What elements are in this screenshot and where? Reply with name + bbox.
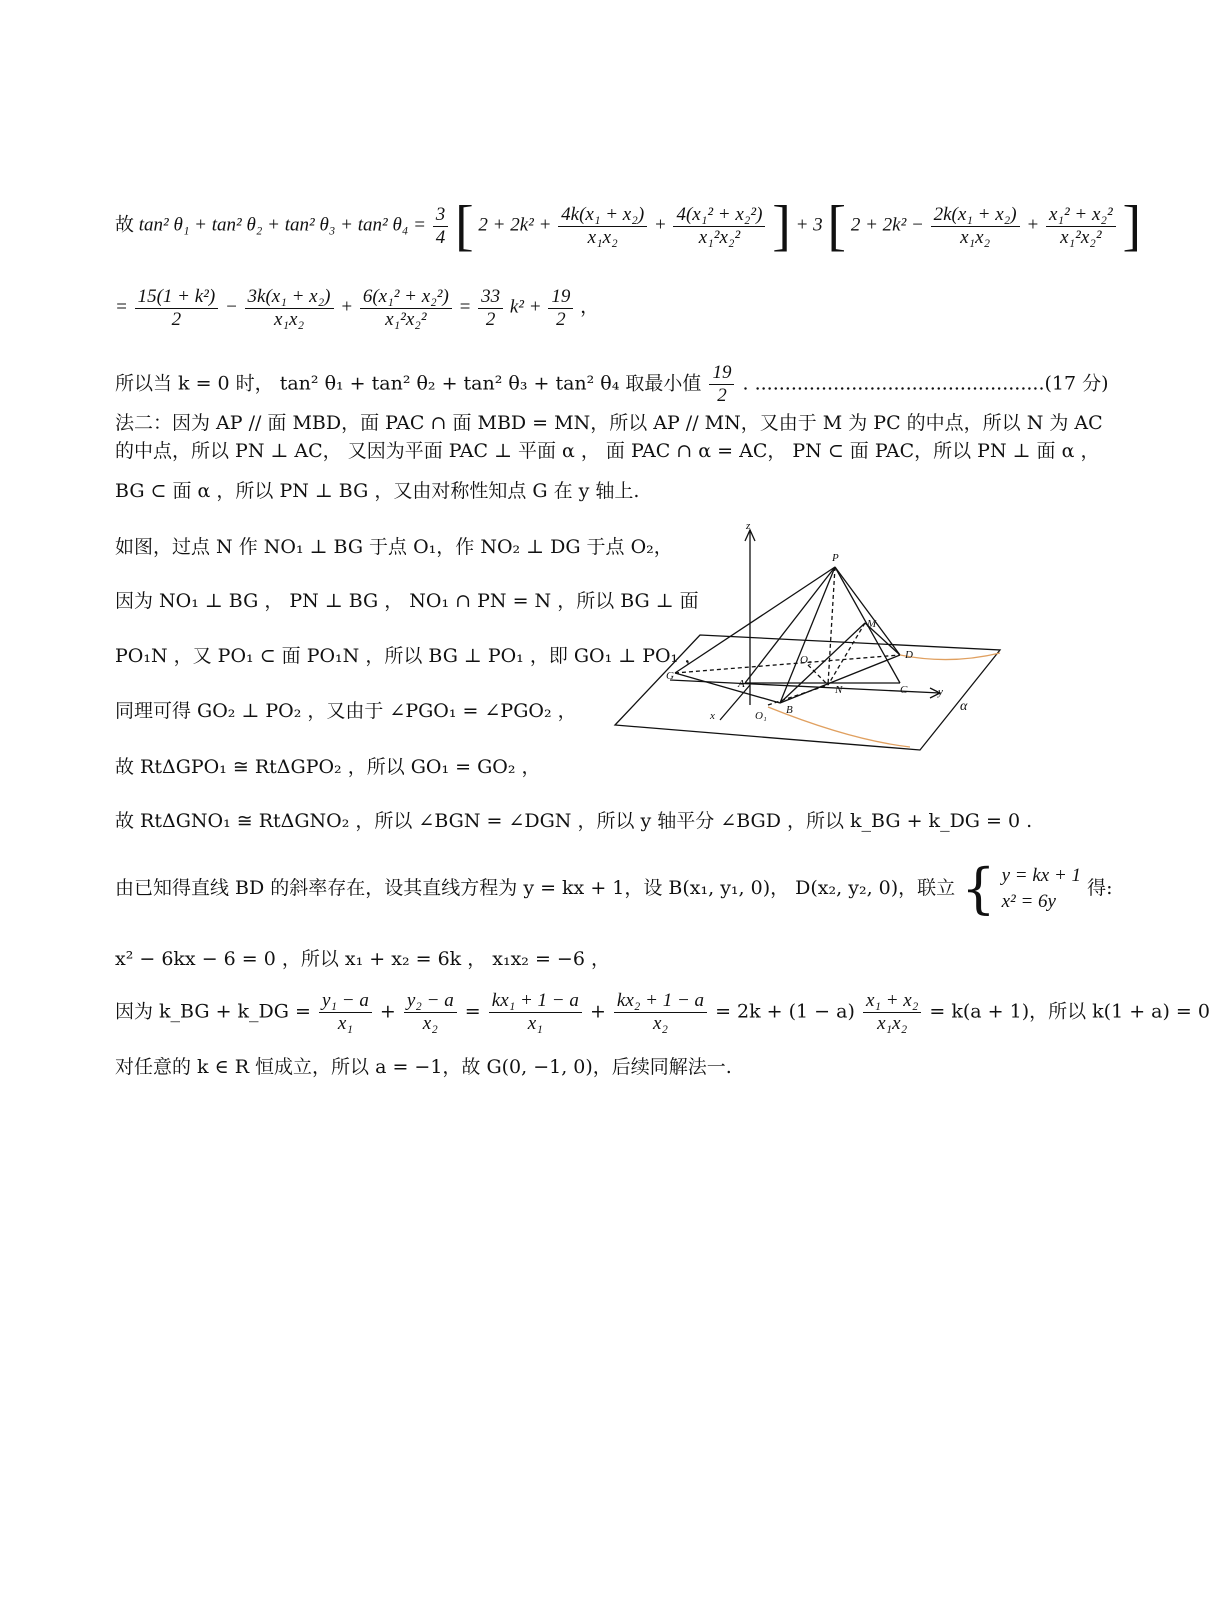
text-line-14: x² − 6kx − 6 = 0 ，所以 x₁ + x₂ = 6k ， x₁x₂ = −6 ，	[115, 948, 610, 970]
fraction: $\frac{\text{3k(x₁ + x₂)}}{\text{x₁x₂}}$	[245, 286, 334, 331]
text: 2 + 2k² +	[478, 214, 552, 236]
text-line-4: 法二：因为 AP // 面 MBD，面 PAC ∩ 面 MBD = MN，所以 AP // MN，又由于 M 为 PC 的中点，所以 N 为 AC	[115, 412, 1103, 434]
text: −	[224, 296, 238, 318]
bracket: ]	[1122, 195, 1142, 257]
text: tan² θ₁ + tan² θ₂ + tan² θ₃ + tan² θ₄ =	[138, 214, 426, 236]
text: k² +	[509, 296, 542, 318]
brace: {	[961, 857, 996, 920]
fraction: $\frac{\text{kx₁ + 1 − a}}{\text{x₁}}$	[489, 990, 582, 1035]
text-line-15	[115, 990, 1210, 1035]
text: +	[1026, 214, 1040, 236]
label-z: z	[746, 520, 751, 532]
fraction: $\frac{19}{2}$	[709, 362, 734, 407]
label-g: G	[666, 670, 674, 682]
geometry-figure	[610, 515, 1010, 755]
text: 所以当 k = 0 时， tan² θ₁ + tan² θ₂ + tan² θ₃ + tan² θ₄ 取最小值	[115, 372, 702, 395]
parabola-curve	[900, 653, 1000, 660]
fraction: $\frac{\text{15(1 + k²)}}{2}$	[135, 286, 219, 331]
fraction: $\frac{\text{x₁² + x₂²}}{\text{x₁²x₂²}}$	[1046, 204, 1116, 249]
text: +	[340, 296, 354, 318]
text-line-8: 因为 NO₁ ⊥ BG ， PN ⊥ BG ， NO₁ ∩ PN = N ，所以 BG ⊥ 面	[115, 590, 699, 612]
text: =	[464, 1000, 481, 1023]
text: ，	[580, 296, 600, 318]
label-p: P	[832, 552, 839, 564]
text-line-3	[115, 362, 1109, 407]
text: = k(a + 1)，所以 k(1 + a) = 0	[929, 1000, 1210, 1023]
label-d: D	[905, 649, 913, 661]
fraction: $\frac{33}{2}$	[478, 286, 503, 331]
text: y = kx + 1	[1001, 865, 1082, 887]
text-line-9: PO₁N ，又 PO₁ ⊂ 面 PO₁N ，所以 BG ⊥ PO₁ ，即 GO₁ ⊥ PO₁ ，	[115, 645, 704, 667]
text-line-6: BG ⊂ 面 α ，所以 PN ⊥ BG ，又由对称性知点 G 在 y 轴上.	[115, 480, 640, 502]
bracket: ]	[772, 195, 791, 257]
text: +	[379, 1000, 396, 1023]
text-line-13	[115, 857, 1113, 920]
equation-system	[1002, 863, 1081, 914]
equation-line-1	[115, 195, 1142, 257]
label-o2: O₂	[800, 654, 812, 666]
text: +	[589, 1000, 606, 1023]
fraction: $\frac{\text{x₁ + x₂}}{\text{x₁x₂}}$	[863, 990, 921, 1035]
text: x² = 6y	[1001, 891, 1056, 912]
label-y: y	[938, 686, 943, 698]
label-alpha: α	[960, 699, 968, 714]
text-line-12: 故 RtΔGNO₁ ≅ RtΔGNO₂ ，所以 ∠BGN = ∠DGN ，所以 y 轴平分 ∠BGD ，所以 k_BG + k_DG = 0 .	[115, 810, 1033, 832]
label-x: x	[710, 710, 715, 722]
label-a: A	[738, 678, 745, 690]
text-line-10: 同理可得 GO₂ ⊥ PO₂ ，又由于 ∠PGO₁ = ∠PGO₂ ，	[115, 700, 577, 722]
text: . ................................................(17 分)	[742, 372, 1109, 395]
text: = 2k + (1 − a)	[715, 1000, 855, 1023]
text: 由已知得直线 BD 的斜率存在，设其直线方程为 y = kx + 1，设 B(x₁, y₁, 0)， D(x₂, y₂, 0)，联立	[115, 877, 956, 899]
text: =	[458, 296, 472, 318]
text-line-11: 故 RtΔGPO₁ ≅ RtΔGPO₂ ，所以 GO₁ = GO₂ ，	[115, 756, 541, 778]
text: 得:	[1087, 877, 1113, 899]
fraction: $\frac{\text{y₁ − a}}{\text{x₁}}$	[319, 990, 372, 1035]
label-o1: O₁	[755, 710, 767, 722]
fraction: $\frac{19}{2}$	[548, 286, 573, 331]
label-m: M	[867, 618, 877, 630]
text-line-7: 如图，过点 N 作 NO₁ ⊥ BG 于点 O₁，作 NO₂ ⊥ DG 于点 O₂，	[115, 536, 673, 558]
equation-line-2	[115, 286, 599, 331]
text: 故	[115, 214, 135, 236]
fraction: $\frac{\text{2k(x₁ + x₂)}}{\text{x₁x₂}}$	[931, 204, 1020, 249]
bracket: [	[827, 195, 847, 257]
text: +	[653, 214, 667, 236]
text: =	[115, 296, 128, 318]
fraction: $\frac{\text{y₂ − a}}{\text{x₂}}$	[404, 990, 457, 1035]
fraction: $\frac{\text{6(x₁² + x₂²)}}{\text{x₁²x₂²}}$	[360, 286, 452, 331]
label-n: N	[835, 684, 843, 696]
text: 因为 k_BG + k_DG =	[115, 1000, 311, 1023]
pyramid-diagram	[610, 515, 1010, 755]
fraction: $\frac{\text{4(x₁² + x₂²)}}{\text{x₁²x₂²}}$	[673, 204, 765, 249]
fraction: $\frac{\text{kx₂ + 1 − a}}{\text{x₂}}$	[614, 990, 707, 1035]
text: 2 + 2k² −	[850, 214, 924, 236]
label-c: C	[900, 684, 908, 696]
fraction: $\frac{3}{4}$	[433, 204, 449, 249]
text: + 3	[795, 214, 823, 236]
label-b: B	[786, 704, 793, 716]
bracket: [	[454, 195, 474, 257]
text-line-16: 对任意的 k ∈ R 恒成立，所以 a = −1，故 G(0, −1, 0)，后续同解法一.	[115, 1056, 732, 1078]
text-line-5: 的中点，所以 PN ⊥ AC， 又因为平面 PAC ⊥ 平面 α ， 面 PAC ∩ α = AC， PN ⊂ 面 PAC，所以 PN ⊥ 面 α ，	[115, 440, 1100, 462]
fraction: $\frac{\text{4k(x₁ + x₂)}}{\text{x₁x₂}}$	[558, 204, 647, 249]
